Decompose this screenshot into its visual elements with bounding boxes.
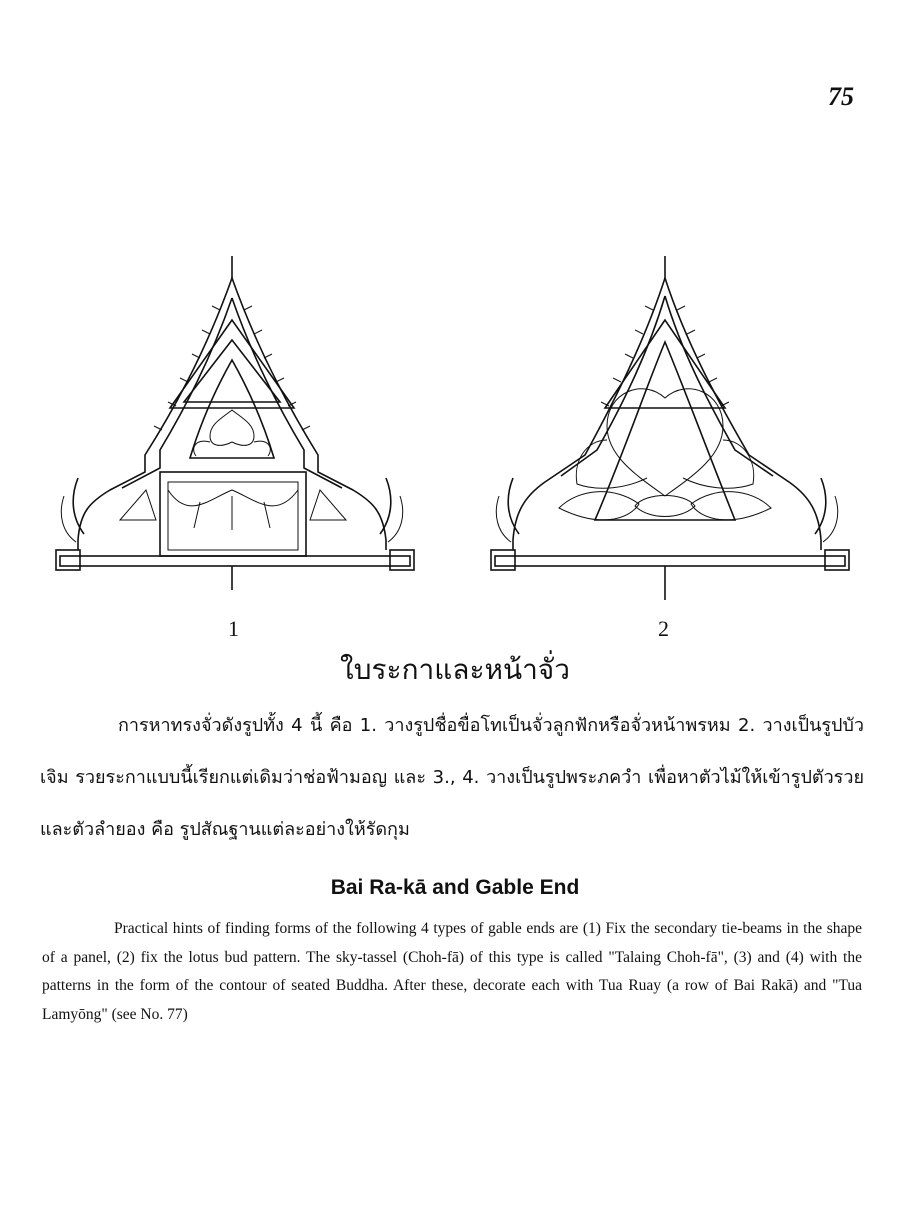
gable-end-panel-icon [50, 250, 420, 590]
page-number: 75 [828, 82, 854, 111]
english-paragraph: Practical hints of finding forms of the following 4 types of gable ends are (1) Fix the secondary tie-beams in the shape of a panel, (2) fix the lotus bud pattern. The sky-tassel (Choh-fā) of this type is called "Talaing Choh-fā", (3) and (4) with the patterns in the form of the contour of seated Buddha. After these, decorate each with Tua Ruay (a row of Bai Rakā) and "Tua Lamyōng" (see No. 77) [42, 920, 862, 1023]
thai-title: ใบระกาและหน้าจั่ว [340, 653, 570, 686]
figures-area [40, 250, 870, 640]
english-title: Bai Ra-kā and Gable End [330, 876, 580, 899]
figure-label-1: 1 [228, 616, 239, 641]
figure-label-2: 2 [658, 616, 669, 641]
gable-end-lotus-bud-icon [485, 250, 855, 600]
thai-paragraph: การหาทรงจั่วดังรูปทั้ง 4 นี้ คือ 1. วางรูปชื่อขื่อโทเป็นจั่วลูกฟักหรือจั่วหน้าพรหม 2. วางเป็นรูปบัวเจิม รวยระกาแบบนี้เรียกแต่เดิมว่าช่อฟ้ามอญ และ 3., 4. วางเป็นรูปพระภควำ เพื่อหาตัวไม้ให้เข้ารูปตัวรวยและตัวลำยอง คือ รูปสัณฐานแต่ละอย่างให้รัดกุม [40, 715, 864, 840]
